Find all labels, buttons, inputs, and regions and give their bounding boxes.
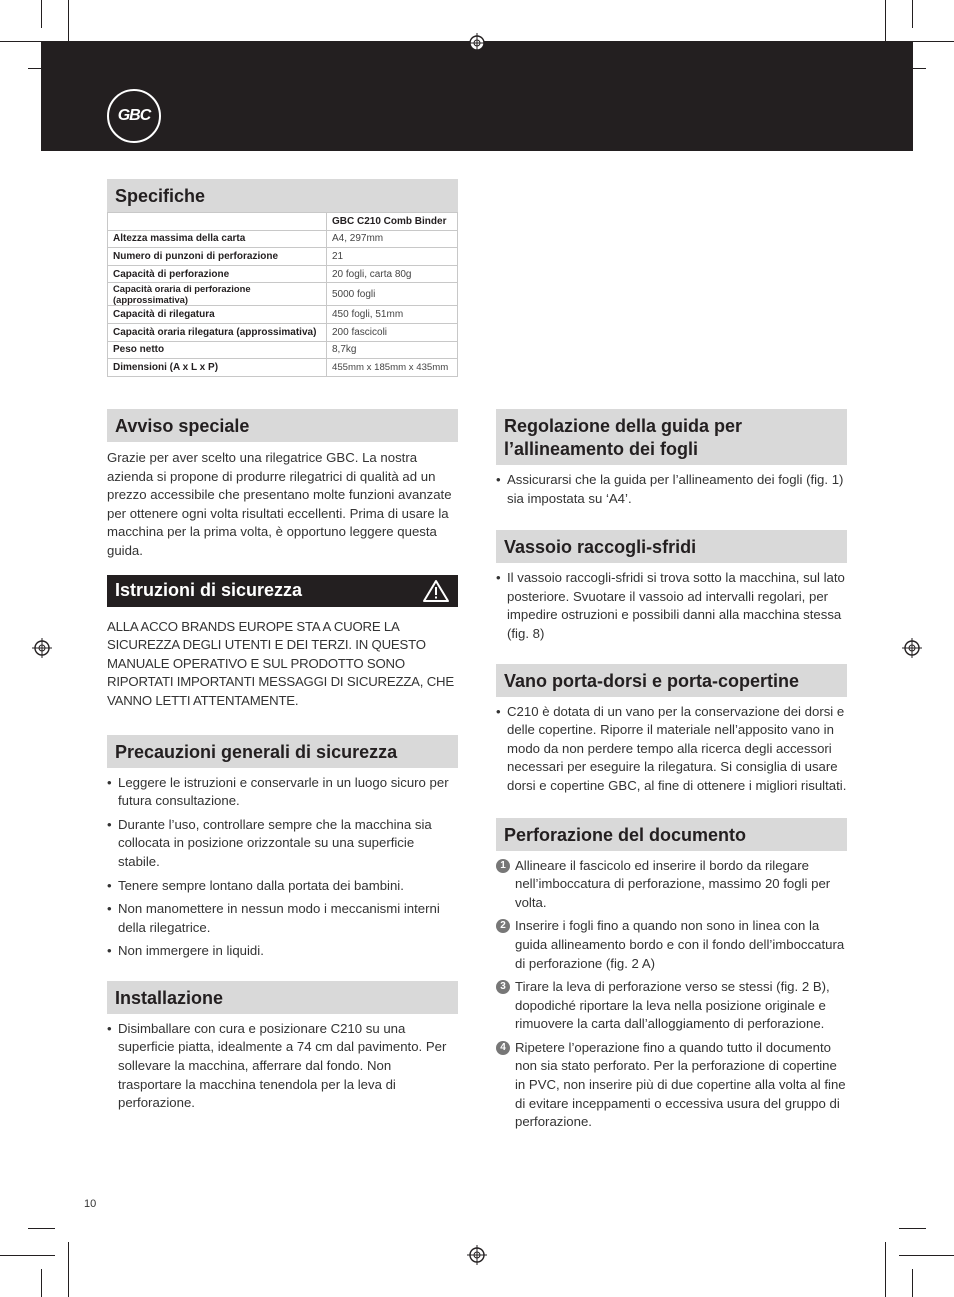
regolazione-title-line2: l’allineamento dei fogli xyxy=(504,439,699,459)
spec-value: A4, 297mm xyxy=(327,230,458,248)
spec-label: Dimensioni (A x L x P) xyxy=(108,359,327,377)
precauzioni-list xyxy=(107,774,458,961)
step-text: Ripetere l’operazione fino a quando tutto il documento non sia stato perforato. Per la perforazione di copertine in PVC, non inserire più di due copertine alla volta al fine di evitare inceppamenti o eccessiva usura del gruppo di perforazione. xyxy=(515,1039,846,1130)
spec-title: Specifiche xyxy=(107,179,458,212)
registration-mark-icon xyxy=(467,33,487,53)
table-row xyxy=(108,265,458,283)
table-row xyxy=(108,306,458,324)
regolazione-list xyxy=(496,471,847,508)
spec-table-header-row xyxy=(108,213,458,231)
perforazione-steps xyxy=(496,857,847,1132)
vassoio-title: Vassoio raccogli-sfridi xyxy=(496,530,847,563)
spec-label: Peso netto xyxy=(108,341,327,359)
registration-mark-icon xyxy=(32,638,52,658)
spec-label: Altezza massima della carta xyxy=(108,230,327,248)
perforazione-title: Perforazione del documento xyxy=(496,818,847,851)
spec-label: Capacità oraria di perforazione (approssimativa) xyxy=(108,283,327,306)
registration-mark-icon xyxy=(467,1245,487,1265)
installazione-list xyxy=(107,1020,458,1113)
list-item: • C210 è dotata di un vano per la conservazione dei dorsi e delle copertine. Riporre il materiale nell’apposito vano in modo da non perdere tempo alla ricerca degli accessori necessari per eseguire la rilegatura. Si consiglia di usare dorsi e copertine GBC, al fine di ottenere i migliori risultati. xyxy=(496,703,847,796)
gbc-logo: GBC xyxy=(107,89,161,143)
vassoio-list xyxy=(496,569,847,643)
crop-mark xyxy=(912,0,913,28)
crop-mark xyxy=(41,1269,42,1297)
spec-value: 21 xyxy=(327,248,458,266)
warning-triangle-icon xyxy=(422,579,450,603)
spec-section xyxy=(107,179,458,377)
table-row xyxy=(108,359,458,377)
spec-label: Capacità oraria rilegatura (approssimativa) xyxy=(108,323,327,341)
spec-label: Capacità di perforazione xyxy=(108,265,327,283)
avviso-text: Grazie per aver scelto una rilegatrice GBC. La nostra azienda si propone di produrre rilegatrici di qualità ad un prezzo accessibile che presentano molte funzioni avanzate per ottenere ogni volta risultati eccellenti. Prima di usare la macchina per la prima volta, è opportuno leggere questa guida. xyxy=(107,450,452,558)
list-item: • Leggere le istruzioni e conservarle in un luogo sicuro per futura consultazione. xyxy=(107,774,458,811)
spec-header-empty xyxy=(108,213,327,231)
registration-mark-icon xyxy=(902,638,922,658)
regolazione-title-line1: Regolazione della guida per xyxy=(504,416,743,436)
regolazione-title xyxy=(496,409,847,465)
crop-mark xyxy=(41,0,42,28)
step-number-badge: 4 xyxy=(496,1041,510,1055)
table-row xyxy=(108,230,458,248)
sicurezza-title: Istruzioni di sicurezza xyxy=(115,580,303,601)
header-band xyxy=(41,41,913,151)
crop-mark xyxy=(0,1255,55,1256)
spec-value: 200 fascicoli xyxy=(327,323,458,341)
table-row xyxy=(108,283,458,306)
installazione-title: Installazione xyxy=(107,981,458,1014)
right-column xyxy=(496,409,847,1137)
vano-title: Vano porta-dorsi e porta-copertine xyxy=(496,664,847,697)
table-row xyxy=(108,341,458,359)
list-item: • Tenere sempre lontano dalla portata dei bambini. xyxy=(107,877,458,896)
spec-value: 8,7kg xyxy=(327,341,458,359)
crop-mark xyxy=(68,1242,69,1297)
crop-mark xyxy=(912,1269,913,1297)
spec-value: 450 fogli, 51mm xyxy=(327,306,458,324)
crop-mark xyxy=(899,1255,954,1256)
precauzioni-title: Precauzioni generali di sicurezza xyxy=(107,735,458,768)
table-row xyxy=(108,248,458,266)
step-text: Allineare il fascicolo ed inserire il bordo da rilegare nell’imboccatura di perforazione, massimo 20 fogli per volta. xyxy=(515,857,831,910)
crop-mark xyxy=(899,1228,926,1229)
crop-mark xyxy=(28,1228,55,1229)
list-item: • Disimballare con cura e posizionare C210 su una superficie piatta, idealmente a 74 cm dal pavimento. Per sollevare la macchina, afferrare dal fondo. Non trasportare la macchina tenendola per la leva di perforazione. xyxy=(107,1020,458,1113)
list-item xyxy=(496,978,847,1034)
step-text: Inserire i fogli fino a quando non sono in linea con la guida allineamento bordo e con il fondo dell’imboccatura di perforazione (fig. 2 A) xyxy=(515,918,845,971)
spec-value: 20 fogli, carta 80g xyxy=(327,265,458,283)
list-item: • Il vassoio raccogli-sfridi si trova sotto la macchina, sul lato posteriore. Svuotare il vassoio ad intervalli regolari, per impedire ostruzioni e possibili danni alla macchina stessa (fig. 8) xyxy=(496,569,847,643)
vano-list xyxy=(496,703,847,796)
crop-mark xyxy=(885,1242,886,1297)
step-number-badge: 1 xyxy=(496,859,510,873)
list-item xyxy=(496,917,847,973)
spec-label: Numero di punzoni di perforazione xyxy=(108,248,327,266)
list-item: • Non manomettere in nessun modo i meccanismi interni della rilegatrice. xyxy=(107,900,458,937)
sicurezza-text: ALLA ACCO BRANDS EUROPE STA A CUORE LA SICUREZZA DEGLI UTENTI E DEI TERZI. IN QUESTO MANUALE OPERATIVO E SUL PRODOTTO SONO RIPORTATI IMPORTANTI MESSAGGI DI SICUREZZA, CHE VANNO LETTI ATTENTAMENTE. xyxy=(107,618,454,708)
sicurezza-header xyxy=(107,575,458,607)
table-row xyxy=(108,323,458,341)
step-number-badge: 3 xyxy=(496,980,510,994)
avviso-title: Avviso speciale xyxy=(107,409,458,442)
list-item xyxy=(496,857,847,913)
step-number-badge: 2 xyxy=(496,919,510,933)
spec-label: Capacità di rilegatura xyxy=(108,306,327,324)
step-text: Tirare la leva di perforazione verso se stessi (fig. 2 B), dopodiché riportare la leva nella posizione originale e rimuovere la carta dall’alloggiamento di perforazione. xyxy=(515,979,830,1032)
spec-table xyxy=(107,212,458,377)
spec-value: 455mm x 185mm x 435mm xyxy=(327,359,458,377)
list-item xyxy=(496,1039,847,1132)
spec-column-header: GBC C210 Comb Binder xyxy=(327,213,458,231)
left-column xyxy=(107,409,458,1118)
list-item: • Durante l’uso, controllare sempre che la macchina sia collocata in posizione orizzontale su una superficie stabile. xyxy=(107,816,458,872)
page-number: 10 xyxy=(84,1198,97,1210)
list-item: • Non immergere in liquidi. xyxy=(107,942,458,961)
spec-value: 5000 fogli xyxy=(327,283,458,306)
list-item: • Assicurarsi che la guida per l’allineamento dei fogli (fig. 1) sia impostata su ‘A4’. xyxy=(496,471,847,508)
